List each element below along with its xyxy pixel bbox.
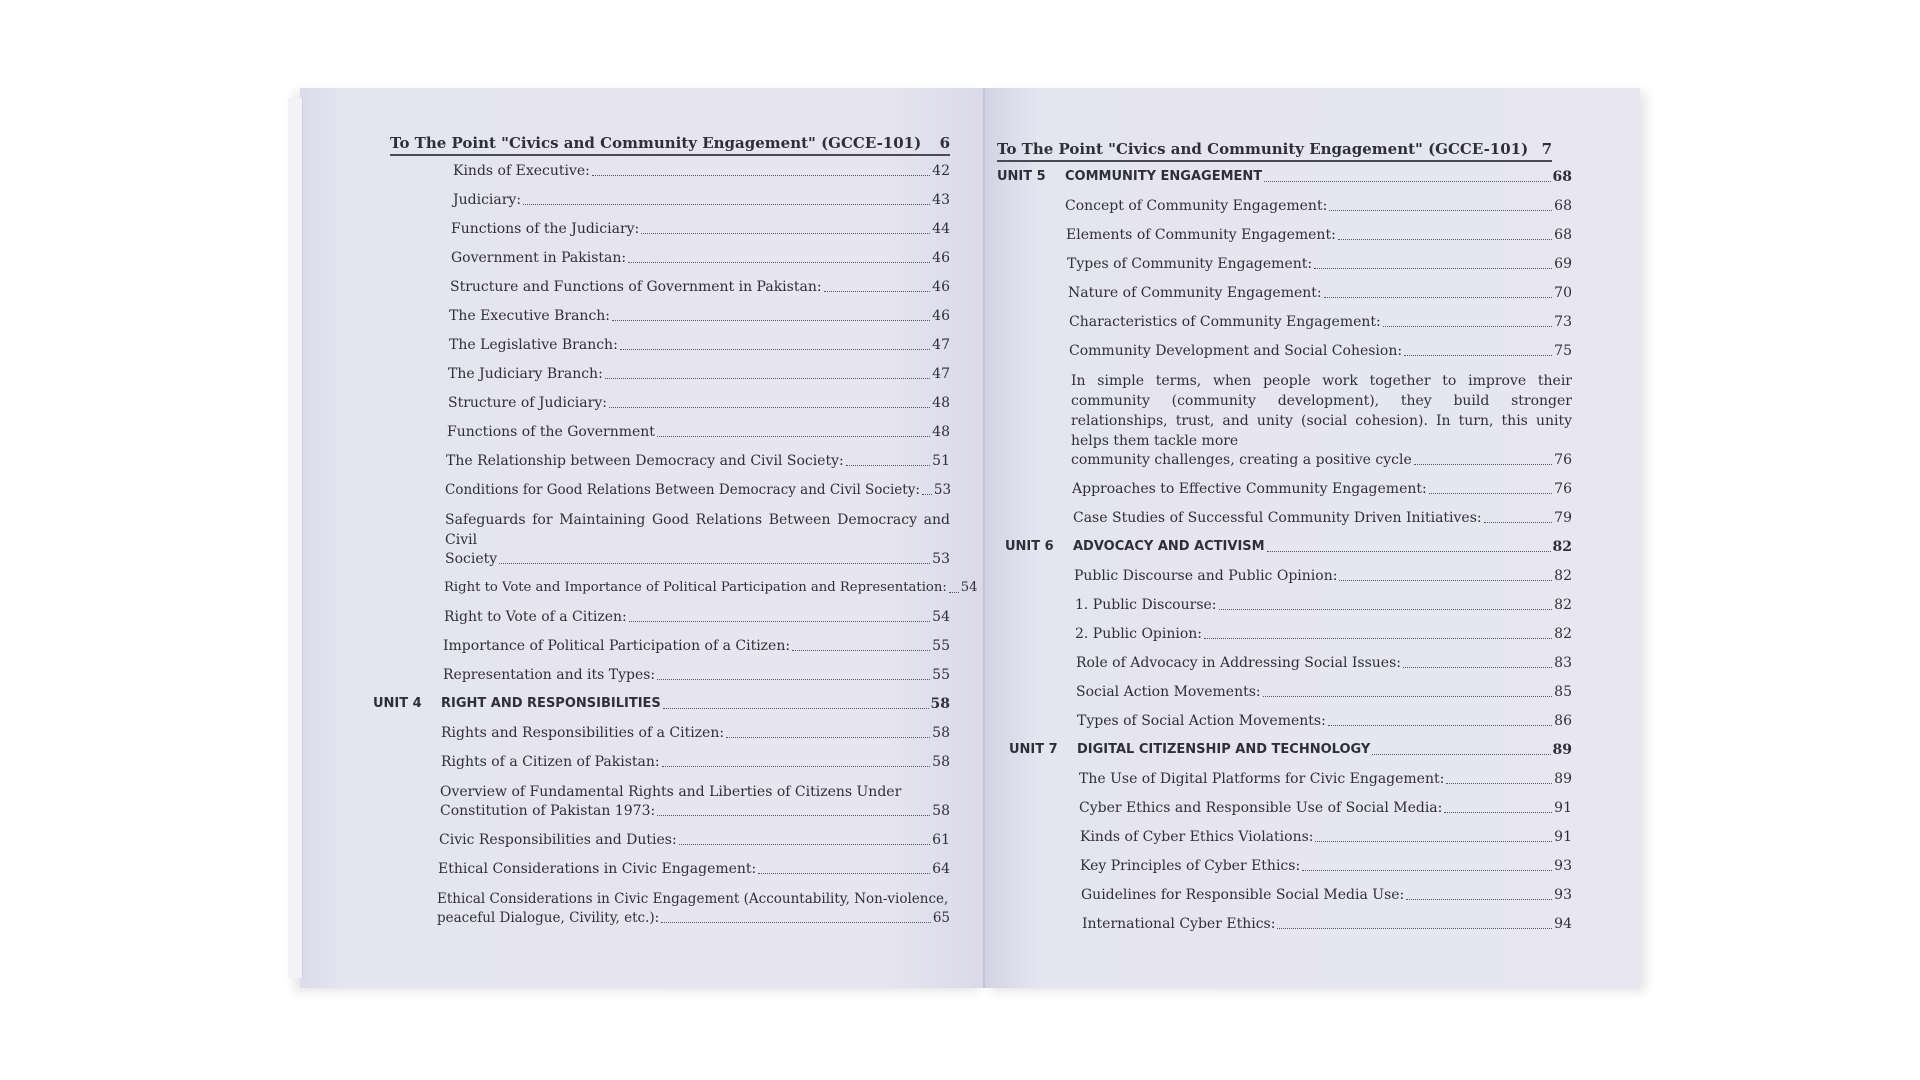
toc-entry: Functions of the Government 48	[447, 424, 950, 440]
toc-entry: Nature of Community Engagement: 70	[1068, 285, 1572, 301]
header-title: To The Point "Civics and Community Engagement" (GCCE-101)	[997, 140, 1529, 158]
left-page-header	[390, 134, 950, 156]
toc-entry: Rights and Responsibilities of a Citizen: 58	[441, 725, 950, 741]
toc-entry: Community Development and Social Cohesion: 75	[1069, 343, 1572, 359]
toc-entry: Representation and its Types: 55	[443, 667, 950, 683]
toc-entry: Elements of Community Engagement: 68	[1066, 227, 1572, 243]
toc-entry: 1. Public Discourse: 82	[1075, 597, 1572, 613]
toc-entry: Kinds of Cyber Ethics Violations: 91	[1080, 829, 1572, 845]
page-number: 6	[939, 134, 950, 152]
toc-entry: Safeguards for Maintaining Good Relations Between Democracy and Civil Society 53	[445, 512, 950, 567]
toc-entry: Functions of the Judiciary: 44	[451, 221, 950, 237]
toc-entry: Judiciary: 43	[453, 192, 950, 208]
toc-entry: The Judiciary Branch: 47	[448, 366, 950, 382]
toc-entry: Key Principles of Cyber Ethics: 93	[1080, 858, 1572, 874]
toc-entry: International Cyber Ethics: 94	[1082, 916, 1572, 932]
toc-entry: Structure and Functions of Government in Pakistan: 46	[450, 279, 950, 295]
toc-entry: The Relationship between Democracy and Civil Society: 51	[446, 453, 950, 469]
toc-entry: Types of Social Action Movements: 86	[1077, 713, 1572, 729]
toc-entry: Importance of Political Participation of a Citizen: 55	[443, 638, 950, 654]
toc-entry: Types of Community Engagement: 69	[1067, 256, 1572, 272]
header-title: To The Point "Civics and Community Engagement" (GCCE-101)	[390, 134, 922, 152]
toc-entry: Right to Vote of a Citizen: 54	[444, 609, 950, 625]
toc-entry: Case Studies of Successful Community Driven Initiatives: 79	[1073, 510, 1572, 526]
toc-entry: Approaches to Effective Community Engagement: 76	[1072, 481, 1572, 497]
page-edge	[288, 98, 303, 978]
toc-entry: The Executive Branch: 46	[449, 308, 950, 324]
unit-heading: UNIT 6 ADVOCACY AND ACTIVISM 82	[1005, 539, 1572, 555]
open-book	[300, 88, 1640, 988]
toc-entry: Rights of a Citizen of Pakistan: 58	[441, 754, 950, 770]
toc-entry: Overview of Fundamental Rights and Liberties of Citizens Under Constitution of Pakistan 1973: 58	[440, 784, 950, 819]
left-page	[300, 88, 985, 988]
toc-entry: Concept of Community Engagement: 68	[1065, 198, 1572, 214]
toc-entry: Public Discourse and Public Opinion: 82	[1074, 568, 1572, 584]
right-page-header	[997, 140, 1552, 162]
unit-heading: UNIT 7 DIGITAL CITIZENSHIP AND TECHNOLOGY 89	[1009, 742, 1572, 758]
right-page	[985, 88, 1640, 988]
toc-entry: 2. Public Opinion: 82	[1075, 626, 1572, 642]
toc-entry: The Use of Digital Platforms for Civic Engagement: 89	[1079, 771, 1572, 787]
toc-entry: Characteristics of Community Engagement: 73	[1069, 314, 1572, 330]
toc-entry: Kinds of Executive: 42	[453, 163, 950, 179]
left-toc	[365, 162, 978, 938]
toc-entry: Conditions for Good Relations Between Democracy and Civil Society: 53	[445, 482, 952, 498]
unit-heading: UNIT 4 RIGHT AND RESPONSIBILITIES 58	[373, 696, 950, 712]
toc-entry: Social Action Movements: 85	[1076, 684, 1572, 700]
right-toc	[997, 168, 1572, 944]
toc-entry: Ethical Considerations in Civic Engagement: 64	[438, 861, 950, 877]
toc-entry: Ethical Considerations in Civic Engagement (Accountability, Non-violence, peaceful Dialogue, Civility, etc.): 65	[437, 891, 950, 926]
toc-entry: Right to Vote and Importance of Political Participation and Representation: 54	[444, 580, 978, 595]
toc-entry: Civic Responsibilities and Duties: 61	[439, 832, 950, 848]
toc-entry: The Legislative Branch: 47	[449, 337, 950, 353]
toc-entry: Role of Advocacy in Addressing Social Issues: 83	[1076, 655, 1572, 671]
toc-entry: In simple terms, when people work together to improve their community (community development), they build stronger relationships, trust, and unity (social cohesion). In turn, this unity helps them tackle more community challenges, creating a positive cycle 76	[1071, 373, 1572, 468]
page-number: 7	[1541, 140, 1552, 158]
toc-entry: Structure of Judiciary: 48	[448, 395, 950, 411]
toc-entry: Cyber Ethics and Responsible Use of Social Media: 91	[1079, 800, 1572, 816]
toc-entry: Government in Pakistan: 46	[451, 250, 950, 266]
unit-heading: UNIT 5 COMMUNITY ENGAGEMENT 68	[997, 169, 1572, 185]
toc-entry: Guidelines for Responsible Social Media Use: 93	[1081, 887, 1572, 903]
